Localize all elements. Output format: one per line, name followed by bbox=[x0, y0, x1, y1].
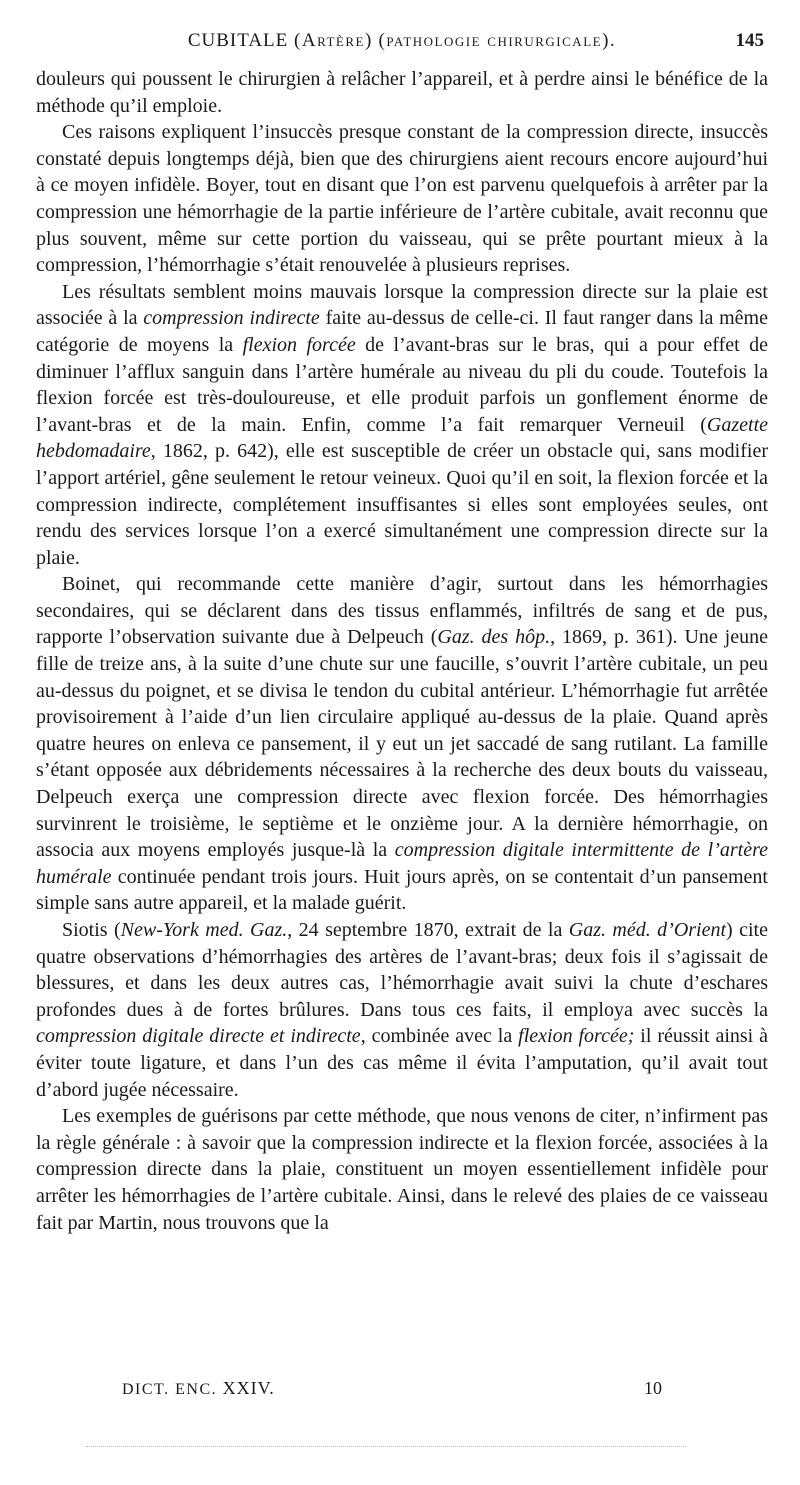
running-header bbox=[36, 30, 768, 56]
running-title-artery: (Artère) bbox=[294, 30, 373, 51]
paragraph bbox=[36, 66, 768, 119]
body-text bbox=[36, 66, 768, 1236]
page-footer bbox=[36, 1378, 768, 1402]
running-title-section: (pathologie chirurgicale). bbox=[378, 30, 617, 51]
italic-text: compression indirecte bbox=[143, 307, 320, 330]
text-run: Les résultats semblent moins mauvais lorsque la compression directe sur la plaie est associée à la bbox=[36, 280, 768, 330]
text-run: continuée pendant trois jours. Huit jours après, on se contentait d’un pansement simple sans autre appareil, et la malade guérit. bbox=[36, 865, 768, 915]
italic-text: compression digitale intermittente de l’artère humérale bbox=[36, 839, 768, 888]
text-run: Boinet, qui recommande cette manière d’agir, surtout dans les hémorrhagies secondaires, qui se déclarent dans des tissus enflammés, infiltrés de sang et de pus, rapporte l’observation suivante due à Delpeuch ( bbox=[36, 573, 768, 649]
page-number: 145 bbox=[735, 30, 764, 51]
text-run: , 24 septembre 1870, extrait de la bbox=[287, 919, 569, 941]
paragraph bbox=[36, 279, 768, 572]
italic-text: Gaz. méd. d’Orient bbox=[568, 919, 727, 941]
paragraph bbox=[36, 119, 768, 279]
running-title bbox=[36, 30, 768, 52]
text-run: il réussit ainsi à éviter toute ligature, et dans l’un des cas même il évita l’amputation, qu’il avait tout d’abord jugée nécessaire. bbox=[36, 1025, 769, 1101]
text-run: , combinée avec la bbox=[360, 1025, 519, 1048]
running-title-main: CUBITALE bbox=[187, 30, 289, 51]
text-run: douleurs qui poussent le chirurgien à relâcher l’appareil, et à perdre ainsi le bénéfice de la méthode qu’il emploie. bbox=[36, 68, 768, 117]
paragraph bbox=[36, 571, 768, 917]
text-run: Siotis ( bbox=[62, 919, 121, 941]
bottom-dotted-rule bbox=[86, 1446, 686, 1447]
text-run: Les exemples de guérisons par cette méthode, que nous venons de citer, n’infirment pas la règle générale : à savoir que la compression indirecte et la flexion forcée, associées à la compression directe dans la plaie, constituent un moyen essentiellement infidèle pour arrêter les hémorrhagies de l’artère cubitale. Ainsi, dans le relevé des plaies de ce vaisseau fait par Martin, nous trouvons que la bbox=[36, 1105, 768, 1234]
paragraph bbox=[36, 917, 768, 1103]
italic-text: flexion forcée; bbox=[518, 1025, 635, 1048]
italic-text: compression digitale directe et indirecte bbox=[36, 1025, 361, 1048]
text-run: faite au-dessus de celle-ci. Il faut ranger dans la même catégorie de moyens la bbox=[36, 307, 768, 356]
text-run: de l’avant-bras sur le bras, qui a pour effet de diminuer l’afflux sanguin dans l’artère humérale au niveau du pli du coude. Toutefois la flexion forcée est très-douloureuse, et elle produit parfois un gonflement énorme de l’avant-bras et de la main. Enfin, comme l’a fait remarquer Verneuil ( bbox=[36, 333, 769, 436]
text-run: , 1869, p. 361). Une jeune fille de treize ans, à la suite d’une chute sur une faucille, s’ouvrit l’artère cubitale, un peu au-dessus du poignet, et se divisa le tendon du cubital antérieur. L’hémorrhagie fut arrêtée provisoirement à l’aide d’un lien circulaire appliqué au-dessus de la plaie. Quand après quatre heures on enleva ce pansement, il y eut un jet saccadé de sang rutilant. La famille s’étant opposée aux débridements nécessaires à la recherche des deux bouts du vaisseau, Delpeuch exerça une compression directe avec flexion forcée. Des hémorrhagies survinrent le troisième, le septième et le onzième jour. A la dernière hémorrhagie, on associa aux moyens employés jusque-là la bbox=[36, 626, 768, 862]
text-run: , 1862, p. 642), elle est susceptible de créer un obstacle qui, sans modifier l’apport artériel, gêne seulement le retour veineux. Quoi qu’il en soit, la flexion forcée et la compression indirecte, complétement insuffisantes si elles sont employées seules, ont rendu des services lorsque l’on a exercé simultanément une compression directe sur la plaie. bbox=[36, 440, 768, 569]
text-run: ) cite quatre observations d’hémorrhagies des artères de l’avant-bras; deux fois il s’agissait de blessures, et dans les deux autres cas, l’hémorrhagie avait suivi la chute d’eschares profondes dues à de fortes brûlures. Dans tous ces faits, il employa avec succès la bbox=[36, 919, 768, 1021]
italic-text: Gazette hebdomadaire bbox=[36, 413, 768, 463]
italic-text: Gaz. des hôp. bbox=[437, 626, 551, 649]
sheet-number: 10 bbox=[644, 1378, 662, 1398]
paragraph bbox=[36, 1103, 768, 1236]
text-run: Ces raisons expliquent l’insuccès presque constant de la compression directe, insuccès constaté depuis longtemps déjà, bien que des chirurgiens aient recours encore aujourd’hui à ce moyen infidèle. Boyer, tout en disant que l’on est parvenu quelquefois à arrêter par la compression une hémorrhagie de la partie inférieure de l’artère cubitale, avait reconnu que plus souvent, même sur cette portion du vaisseau, qui se prête pourtant mieux à la compression, l’hémorrhagie s’était renouvelée à plusieurs reprises. bbox=[36, 121, 768, 277]
signature-volume: XXIV. bbox=[222, 1378, 275, 1398]
signature-mark bbox=[122, 1378, 275, 1399]
italic-text: New-York med. Gaz. bbox=[120, 919, 288, 941]
signature-abbrev: DICT. ENC. bbox=[122, 1381, 218, 1398]
italic-text: flexion forcée bbox=[242, 333, 356, 356]
